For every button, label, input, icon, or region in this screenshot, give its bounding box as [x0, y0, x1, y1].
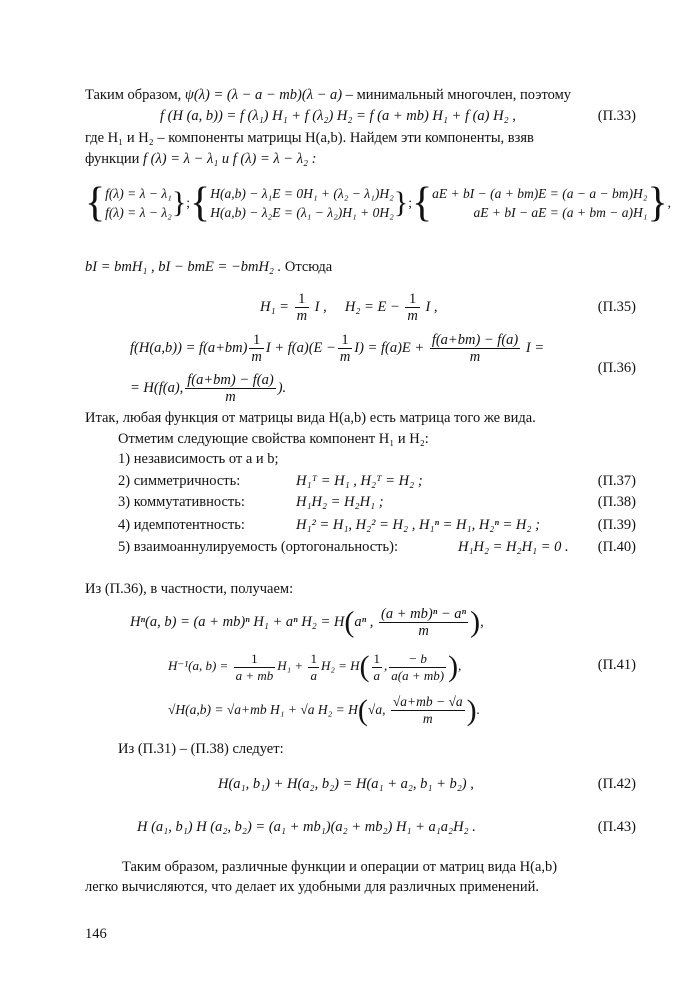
functions-word: функции: [85, 151, 140, 167]
follows-text: Из (П.31) – (П.38) следует:: [118, 741, 284, 757]
equation-tag-p40: (П.40): [597, 539, 636, 555]
property-2-formula: H₁ᵀ = H₁ , H₂ᵀ = H₂ ;: [296, 473, 423, 489]
equation-p36-line1: f(H(a,b)) = f(a+bm) $\frac{1}{m}$ I + f(a)(E − $\frac{1}{m}$ I) = f(a)E + $\frac{f(a+bm) - f(a)}{m}$ I =: [130, 332, 545, 366]
property-5-label: 5) взаимоаннулируемость (ортогональность):: [118, 539, 398, 555]
equation-tag-p41: (П.41): [597, 657, 636, 673]
left-brace: {: [85, 180, 106, 226]
equation-p41-power: Hⁿ(a, b) = (a + mb)ⁿ H₁ + aⁿ H₂ = H(aⁿ , $\frac{\text{(a + mb)ⁿ − aⁿ}}{m}$ ),: [130, 605, 484, 640]
property-2-label: 2) симметричность:: [118, 473, 241, 489]
equation-tag-p42: (П.42): [597, 776, 636, 792]
hence-word: Отсюда: [284, 259, 333, 275]
fraction-1-over-m-2: $\frac{1}{m}$: [407, 291, 418, 325]
equation-tag-p35: (П.35): [597, 299, 636, 315]
components-text-line2: [85, 150, 316, 168]
functions-formula: f (λ) = λ − λ₁ и f (λ) = λ − λ₂ :: [143, 151, 317, 167]
equation-tag-p43: (П.43): [597, 819, 636, 835]
property-1: 1) независимость от a и b;: [118, 451, 279, 467]
equation-p35: H₁ = $\frac{1}{m}$ I , H₂ = E − $\frac{1}{m}$ I ,: [260, 291, 438, 325]
system-column-1: f(λ) = λ − λ₁ f(λ) = λ − λ₂: [105, 186, 172, 220]
particular-results-text: Из (П.36), в частности, получаем:: [85, 581, 294, 597]
components-text-line1: где H₁ и H₂ – компоненты матрицы H(a,b). Найдем эти компоненты, взяв: [85, 130, 534, 146]
conclusion-text: Итак, любая функция от матрицы вида H(a,b) есть матрица того же вида.: [85, 410, 536, 426]
page-number: 146: [85, 926, 107, 942]
equation-tag-p38: (П.38): [597, 494, 636, 510]
system-column-2: H(a,b) − λ₁E = 0H₁ + (λ₂ − λ₁)H₂ H(a,b) − λ₂E = (λ₁ − λ₂)H₁ + 0H₂: [210, 186, 394, 220]
fraction-power: $\frac{\text{(a + mb)ⁿ − aⁿ}}{m}$: [381, 606, 467, 640]
intro-line: [85, 86, 571, 104]
intro-prefix: Таким образом,: [85, 87, 182, 103]
equation-tag-p37: (П.37): [597, 473, 636, 489]
properties-intro: Отметим следующие свойства компонент H₁ и H₂:: [118, 431, 429, 447]
property-5-formula: H₁H₂ = H₂H₁ = 0 .: [458, 539, 569, 555]
property-3-label: 3) коммутативность:: [118, 494, 245, 510]
bI-line: [85, 258, 332, 276]
equation-tag-p39: (П.39): [597, 517, 636, 533]
property-3-formula: H₁H₂ = H₂H₁ ;: [296, 494, 384, 510]
equation-system: { f(λ) = λ − λ₁ f(λ) = λ − λ₂ } ; { H(a,b) − λ₁E = 0H₁ + (λ₂ − λ₁)H₂ H(a,b) − λ₂E = (λ₁ − λ₂)H₁ + 0H₂ } ; { aE + bI − (a + bm)E = (a − a − bm)H₂ aE + bI − aE = (a + bm − a)H₁ } ,: [85, 180, 671, 226]
equation-p41-inverse: H⁻¹(a, b) = $\frac{1}{a + mb}$ H₁ + $\frac{1}{a}$ H₂ = H( $\frac{1}{a}$ , $\frac{- b}{a(a + mb)}$ ),: [168, 650, 462, 684]
fraction-1-over-m: $\frac{1}{m}$: [296, 291, 308, 325]
fraction-sqrt: $\frac{√a+mb - √a}{m}$: [392, 694, 463, 727]
bI-formula: bI = bmH₁ , bI − bmE = −bmH₂ .: [85, 259, 282, 275]
equation-p36-line2: = H(f(a), $\frac{f(a+bm) - f(a)}{m}$ ).: [130, 372, 287, 406]
minimal-polynomial-formula: ψ(λ) = (λ − a − mb)(λ − a): [184, 87, 343, 103]
fraction-f-difference: $\frac{f(a+bm) - f(a)}{m}$: [431, 332, 519, 366]
property-4-formula: H₁² = H₁, H₂² = H₂ , H₁ⁿ = H₁, H₂ⁿ = H₂ ;: [296, 517, 540, 533]
intro-suffix: – минимальный многочлен, поэтому: [345, 87, 571, 103]
equation-tag-p33: (П.33): [597, 108, 636, 124]
final-text-line2: легко вычисляются, что делает их удобными для различных применений.: [85, 879, 539, 895]
property-4-label: 4) идемпотентность:: [118, 517, 245, 533]
system-column-3: aE + bI − (a + bm)E = (a − a − bm)H₂ aE + bI − aE = (a + bm − a)H₁: [432, 186, 648, 220]
equation-p33: f (H (a, b)) = f (λ₁) H₁ + f (λ₂) H₂ = f (a + mb) H₁ + f (a) H₂ ,: [160, 108, 516, 124]
equation-tag-p36: (П.36): [597, 360, 636, 376]
equation-p43: H (a₁, b₁) H (a₂, b₂) = (a₁ + mb₁)(a₂ + mb₂) H₁ + a₁a₂H₂ .: [137, 819, 476, 835]
equation-p42: H(a₁, b₁) + H(a₂, b₂) = H(a₁ + a₂, b₁ + b₂) ,: [218, 776, 474, 792]
equation-p41-sqrt: √H(a,b) = √a+mb H₁ + √a H₂ = H(√a, $\frac{√a+mb - √a}{m}$ ).: [168, 693, 481, 727]
final-text-line1: Таким образом, различные функции и операции от матриц вида H(a,b): [122, 859, 558, 875]
